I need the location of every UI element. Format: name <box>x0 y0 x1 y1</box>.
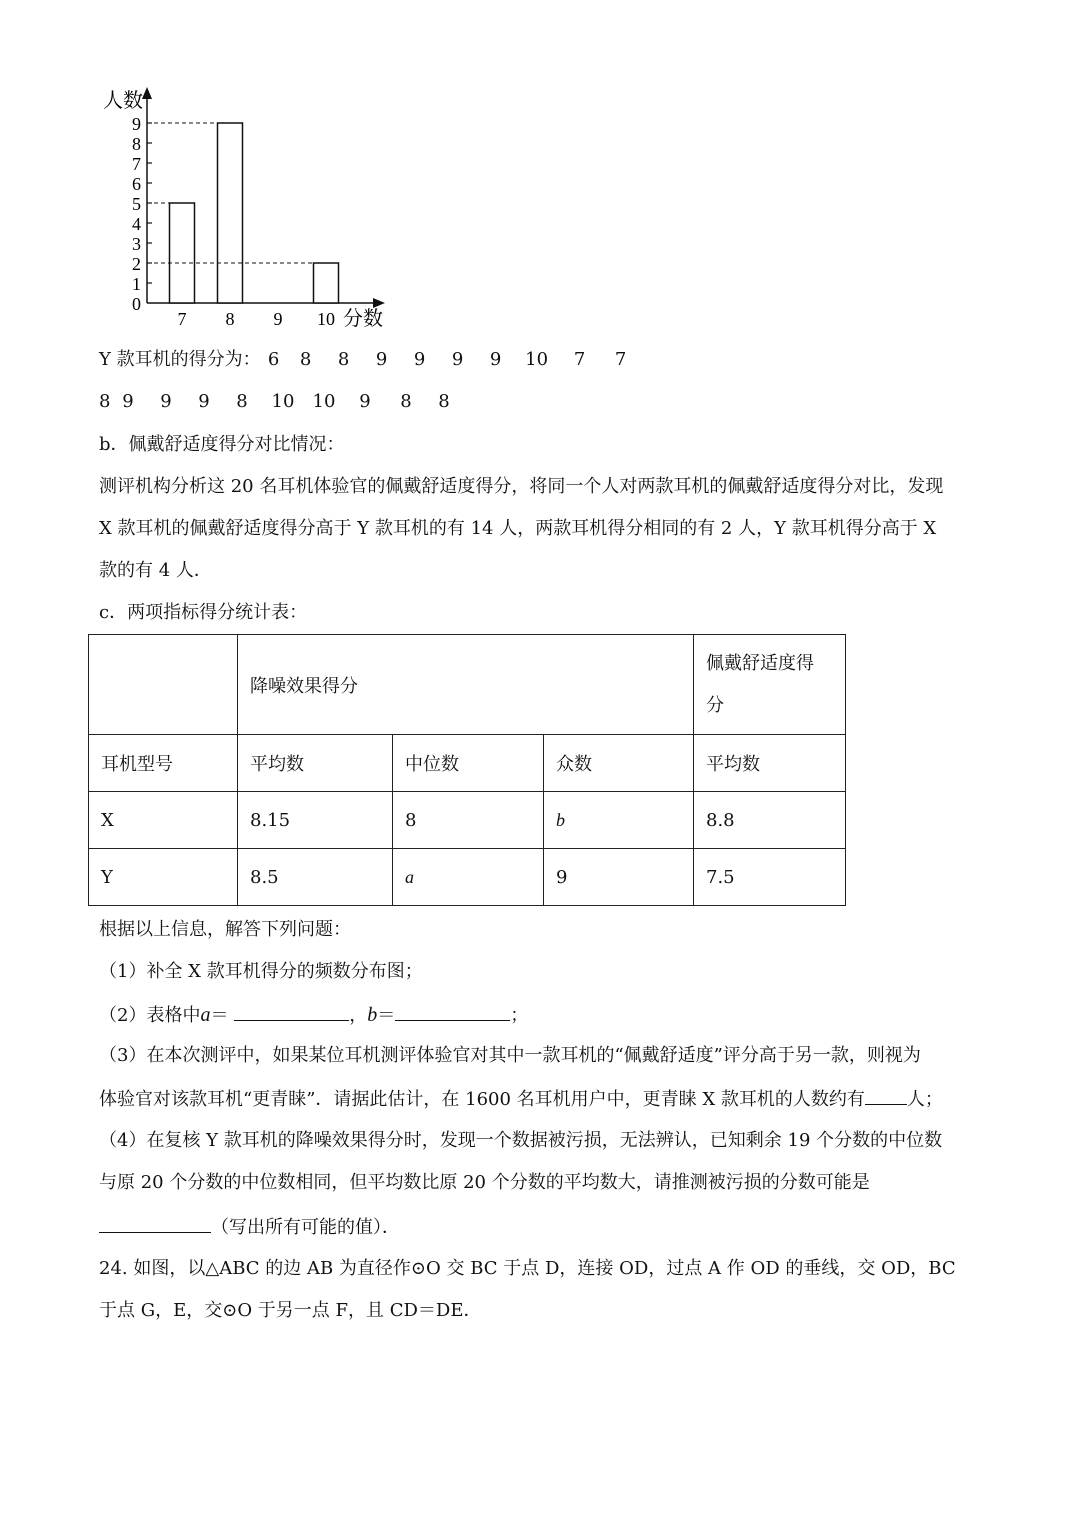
score-value: 9 <box>489 349 502 370</box>
question-3-line-2: 体验官对该款耳机“更青睐”．请据此估计，在 1600 名耳机用户中，更青睐 X 款耳机的人数约有 人； <box>99 1086 943 1112</box>
section-b-text-1: 测评机构分析这 20 名耳机体验官的佩戴舒适度得分，将同一个人对两款耳机的佩戴舒适度得分对比，发现 <box>99 476 944 497</box>
table-cell: 平均数 <box>694 735 846 792</box>
score-value: 8 <box>99 391 111 412</box>
table-header-row <box>89 635 846 735</box>
y-tick-label: 6 <box>132 174 141 194</box>
y-tick-label: 0 <box>132 294 141 314</box>
table-row <box>89 792 846 849</box>
score-value: 10 <box>312 391 336 412</box>
y-tick-label: 5 <box>132 194 141 214</box>
y-tick-label: 9 <box>132 114 141 134</box>
table-cell: 9 <box>544 849 694 906</box>
y-tick-label: 8 <box>132 134 141 154</box>
score-value: 8 <box>236 391 248 412</box>
question-4-line-2: 与原 20 个分数的中位数相同，但平均数比原 20 个分数的平均数大，请推测被污损的分数可能是 <box>99 1172 870 1193</box>
answer-blank-b[interactable] <box>395 1002 510 1021</box>
table-header-noise: 降噪效果得分 <box>238 635 694 735</box>
problem-24-line-1: 24. 如图，以△ABC 的边 AB 为直径作⊙O 交 BC 于点 D，连接 OD，过点 A 作 OD 的垂线，交 OD，BC <box>99 1258 956 1279</box>
y-tick-label: 7 <box>132 154 141 174</box>
bar-10 <box>314 263 339 303</box>
score-value: 9 <box>375 349 388 370</box>
questions-intro: 根据以上信息，解答下列问题： <box>99 919 351 940</box>
x-tick-label: 10 <box>317 309 335 329</box>
table-cell: 平均数 <box>238 735 393 792</box>
table-cell: Y <box>89 849 238 906</box>
score-value: 9 <box>359 391 371 412</box>
table-cell: 8.15 <box>238 792 393 849</box>
x-tick-label: 7 <box>177 309 187 329</box>
y-tick-label: 2 <box>132 254 141 274</box>
y-axis-label: 人数 <box>103 88 143 112</box>
score-value: 9 <box>160 391 172 412</box>
section-b-text-3: 款的有 4 人． <box>99 560 212 581</box>
section-b-text-2: X 款耳机的佩戴舒适度得分高于 Y 款耳机的有 14 人，两款耳机得分相同的有 2 人，Y 款耳机得分高于 X <box>99 518 937 539</box>
y-scores-label: Y 款耳机的得分为： <box>99 349 261 370</box>
problem-24-line-2: 于点 G，E，交⊙O 于另一点 F，且 CD＝DE． <box>99 1300 482 1321</box>
table-cell: b <box>544 792 694 849</box>
frequency-bar-chart <box>95 85 395 335</box>
stats-table <box>88 634 846 906</box>
score-value: 6 <box>267 349 280 370</box>
section-b-title: b．佩戴舒适度得分对比情况： <box>99 434 345 455</box>
table-header-comfort: 佩戴舒适度得 分 <box>694 635 846 735</box>
bar-7 <box>170 203 195 303</box>
score-value: 8 <box>400 391 412 412</box>
y-scores-values-2 <box>99 391 463 412</box>
score-value: 8 <box>438 391 450 412</box>
table-empty-cell <box>89 635 238 735</box>
table-cell: 8.5 <box>238 849 393 906</box>
score-value: 7 <box>614 349 627 370</box>
question-4-line-3: （写出所有可能的值）． <box>99 1214 400 1240</box>
table-subheader-row <box>89 735 846 792</box>
question-4-line-1: （4）在复核 Y 款耳机的降噪效果得分时，发现一个数据被污损，无法辨认，已知剩余 19 个分数的中位数 <box>99 1130 943 1151</box>
score-value: 8 <box>337 349 350 370</box>
y-tick-label: 1 <box>132 274 141 294</box>
section-c-title: c．两项指标得分统计表： <box>99 602 308 623</box>
y-tick-label: 3 <box>132 234 141 254</box>
score-value: 10 <box>271 391 295 412</box>
question-2: （2）表格中a＝ ，b＝ ； <box>99 1004 529 1026</box>
table-cell: a <box>393 849 544 906</box>
score-value: 7 <box>573 349 586 370</box>
score-value: 9 <box>122 391 134 412</box>
bar-8 <box>218 123 243 303</box>
table-row <box>89 849 846 906</box>
answer-blank-a[interactable] <box>234 1002 349 1021</box>
score-value: 10 <box>525 349 549 370</box>
y-axis-arrow <box>142 87 152 99</box>
table-cell: 耳机型号 <box>89 735 238 792</box>
score-value: 9 <box>198 391 210 412</box>
x-axis-label: 分数 <box>343 306 383 330</box>
score-value: 8 <box>299 349 312 370</box>
answer-blank-4[interactable] <box>99 1214 211 1233</box>
table-cell: 中位数 <box>393 735 544 792</box>
table-cell: 8.8 <box>694 792 846 849</box>
x-tick-label: 9 <box>273 309 283 329</box>
y-scores-row-2 <box>99 390 463 414</box>
table-cell: 7.5 <box>694 849 846 906</box>
score-value: 9 <box>413 349 426 370</box>
table-cell: X <box>89 792 238 849</box>
score-value: 9 <box>451 349 464 370</box>
y-scores-values-1 <box>261 349 641 370</box>
question-3-line-1: （3）在本次测评中，如果某位耳机测评体验官对其中一款耳机的“佩戴舒适度”评分高于另一款，则视为 <box>99 1045 921 1066</box>
table-cell: 8 <box>393 792 544 849</box>
question-1: （1）补全 X 款耳机得分的频数分布图； <box>99 961 423 982</box>
answer-blank-3[interactable] <box>865 1086 907 1105</box>
y-scores-row-1 <box>99 348 641 372</box>
y-tick-label: 4 <box>132 214 141 234</box>
table-cell: 众数 <box>544 735 694 792</box>
x-tick-label: 8 <box>225 309 235 329</box>
